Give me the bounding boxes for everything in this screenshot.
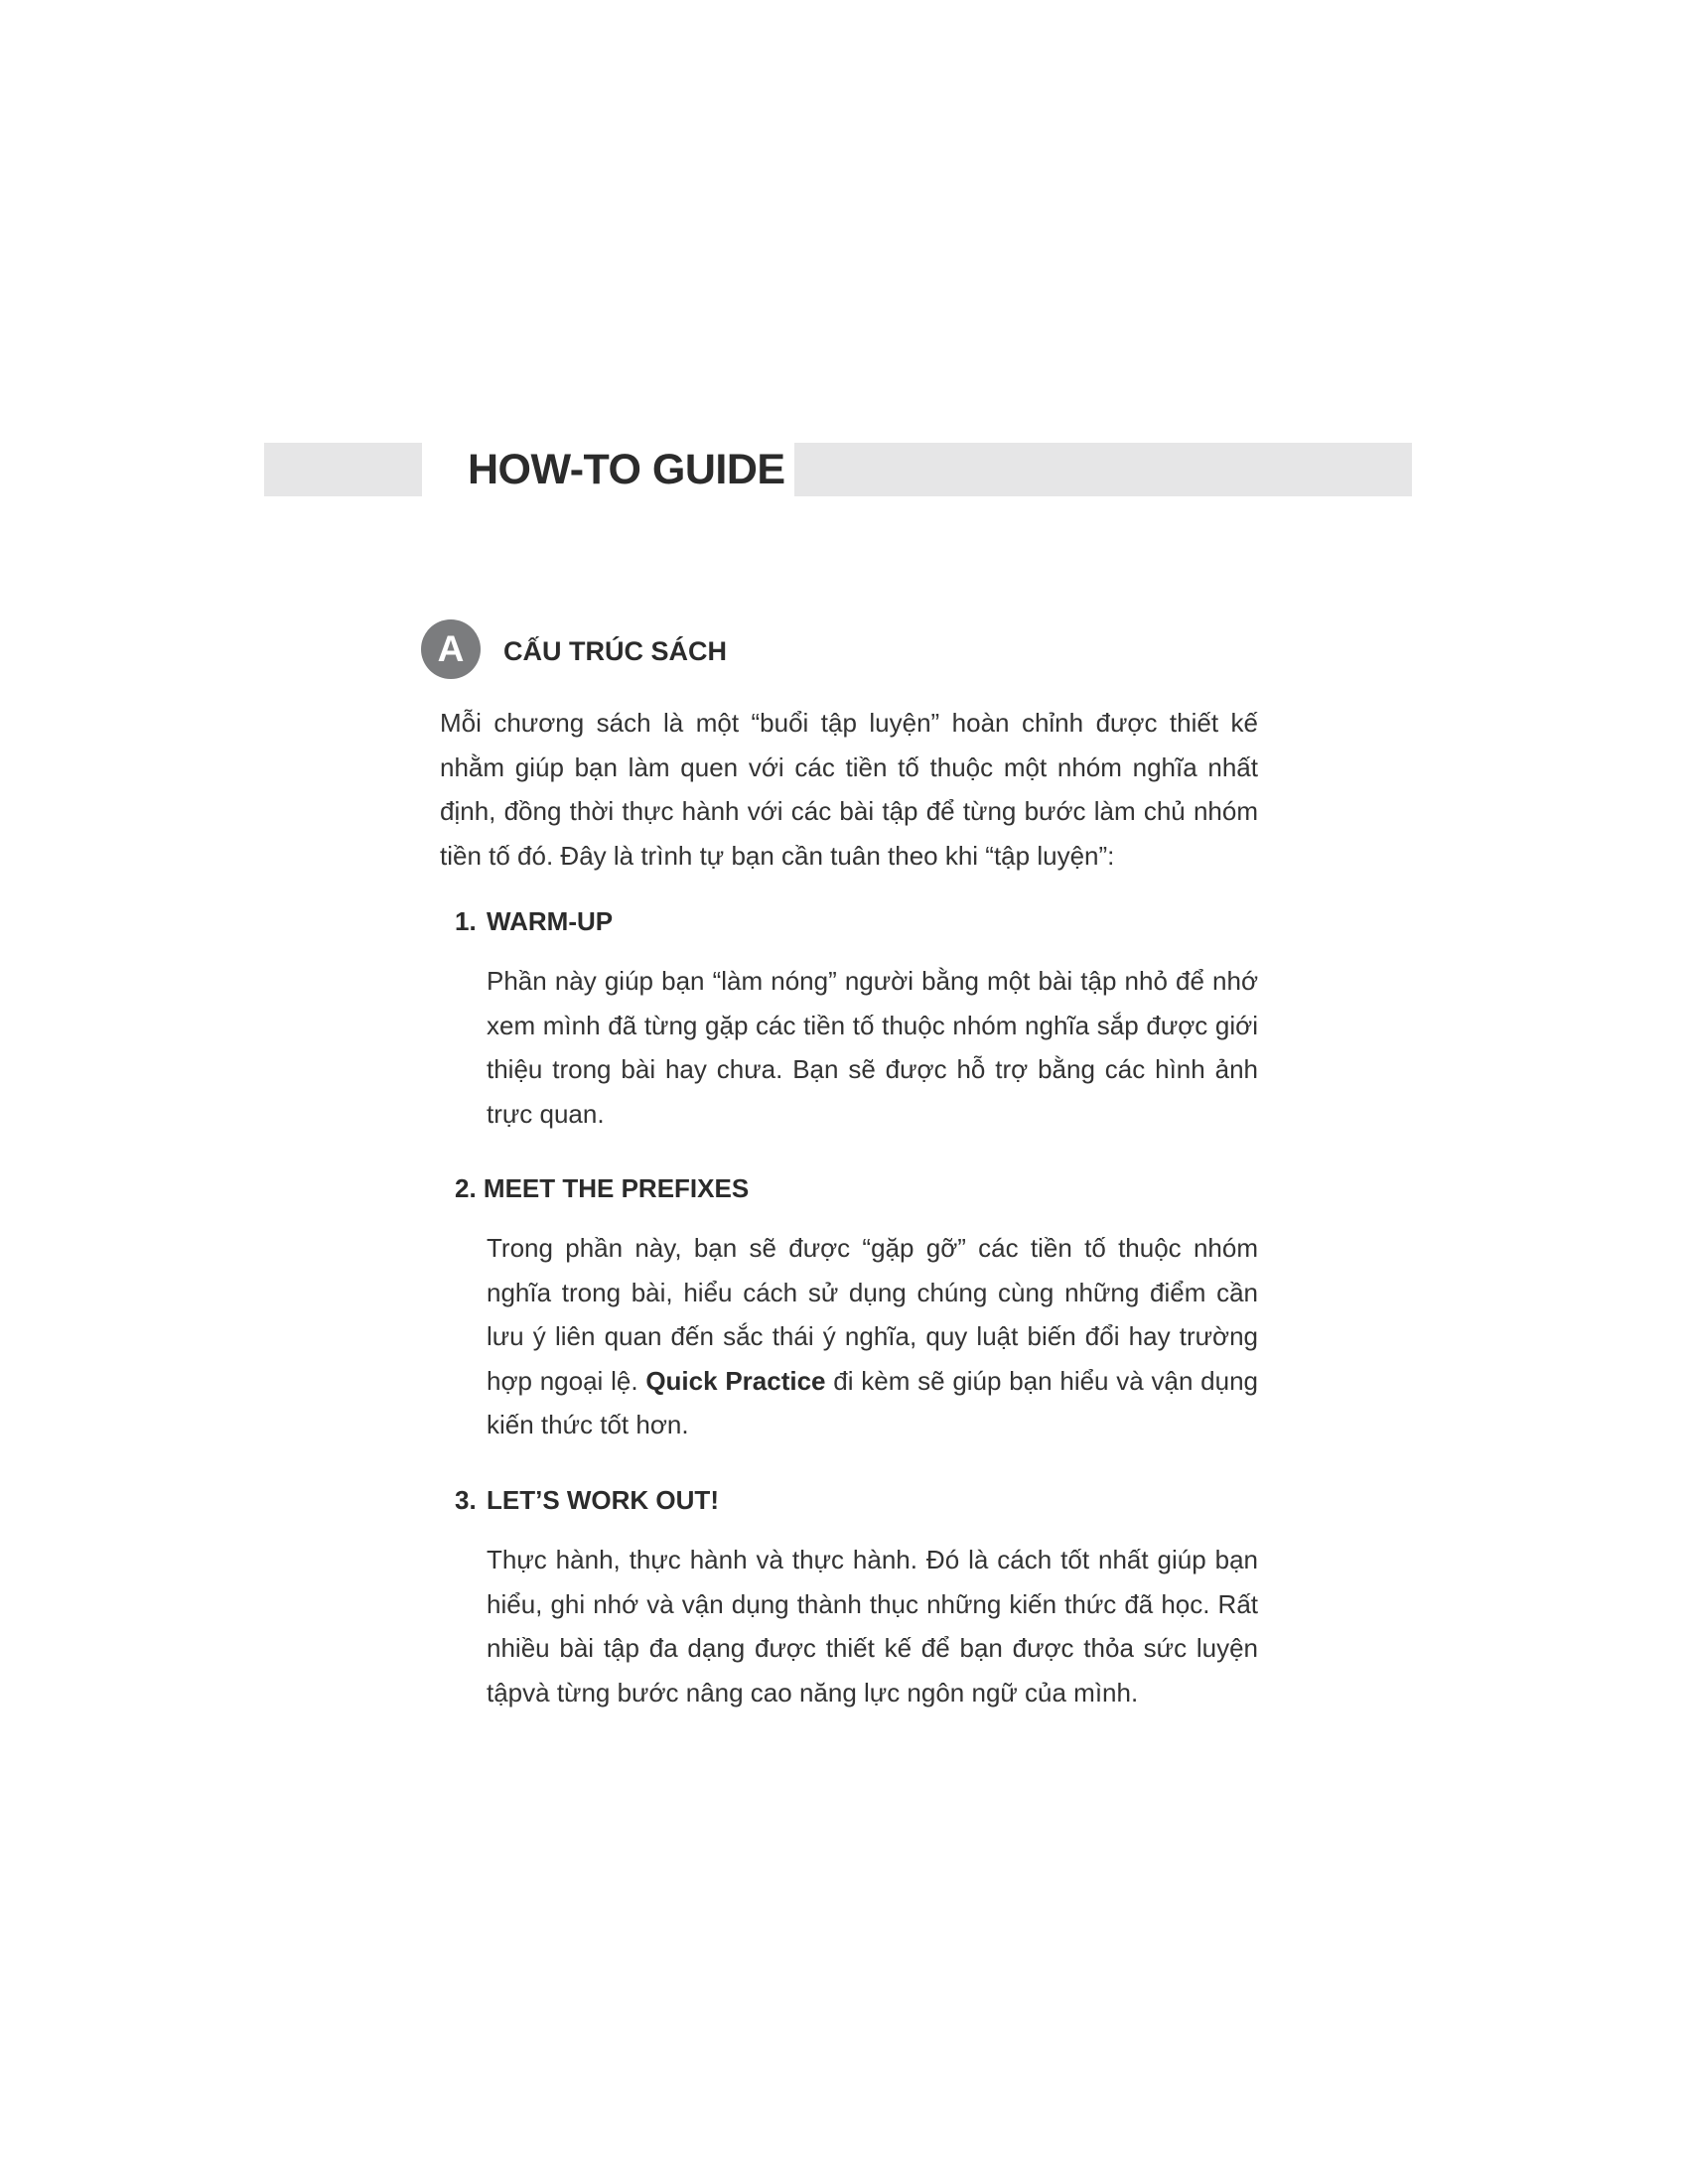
section-title: CẤU TRÚC SÁCH: [503, 636, 727, 666]
item-heading-label: MEET THE PREFIXES: [483, 1173, 750, 1203]
item-body-warm-up: Phần này giúp bạn “làm nóng” người bằng một bài tập nhỏ để nhớ xem mình đã từng gặp các tiền tố thuộc nhóm nghĩa sắp được giới thiệu trong bài hay chưa. Bạn sẽ được hỗ trợ bằng các hình ảnh trực quan.: [487, 966, 1258, 1129]
item-heading-label: LET’S WORK OUT!: [487, 1485, 719, 1515]
item-heading-meet-the-prefixes: [455, 1168, 749, 1208]
item-body-lets-work-out: Thực hành, thực hành và thực hành. Đó là cách tốt nhất giúp bạn hiểu, ghi nhớ và vận dụng thành thục những kiến thức đã học. Rất nhiều bài tập đa dạng được thiết kế để bạn được thỏa sức luyện tậpvà từng bước nâng cao năng lực ngôn ngữ của mình.: [487, 1545, 1258, 1707]
item-heading-label: WARM-UP: [487, 906, 614, 936]
item-number: 2.: [455, 1173, 477, 1203]
page-title: HOW-TO GUIDE: [468, 446, 785, 493]
header-bar-left: [264, 443, 422, 496]
item-body-text: Trong phần này, bạn sẽ được “gặp gỡ” các tiền tố thuộc nhóm nghĩa trong bài, hiểu cách sử dụng chúng cùng những điểm cần lưu ý liên quan đến sắc thái ý nghĩa, quy luật biến đổi hay trường hợp ngoại lệ.: [487, 1233, 1258, 1396]
header-bar-right: [794, 443, 1412, 496]
item-number: 3.: [455, 1485, 477, 1515]
item-heading-lets-work-out: [455, 1480, 719, 1520]
item-body-meet-the-prefixes: [487, 1226, 1258, 1447]
item-heading-warm-up: [455, 901, 613, 941]
section-intro: Mỗi chương sách là một “buổi tập luyện” hoàn chỉnh được thiết kế nhằm giúp bạn làm quen với các tiền tố thuộc một nhóm nghĩa nhất định, đồng thời thực hành với các bài tập để từng bước làm chủ nhóm tiền tố đó. Đây là trình tự bạn cần tuân theo khi “tập luyện”:: [440, 708, 1258, 871]
item-body-text: đi kèm sẽ giúp bạn hiểu và vận dụng kiến thức tốt hơn.: [487, 1365, 1258, 1439]
section-badge: A: [421, 619, 481, 679]
quick-practice-label: Quick Practice: [645, 1365, 826, 1396]
item-number: 1.: [455, 906, 477, 936]
